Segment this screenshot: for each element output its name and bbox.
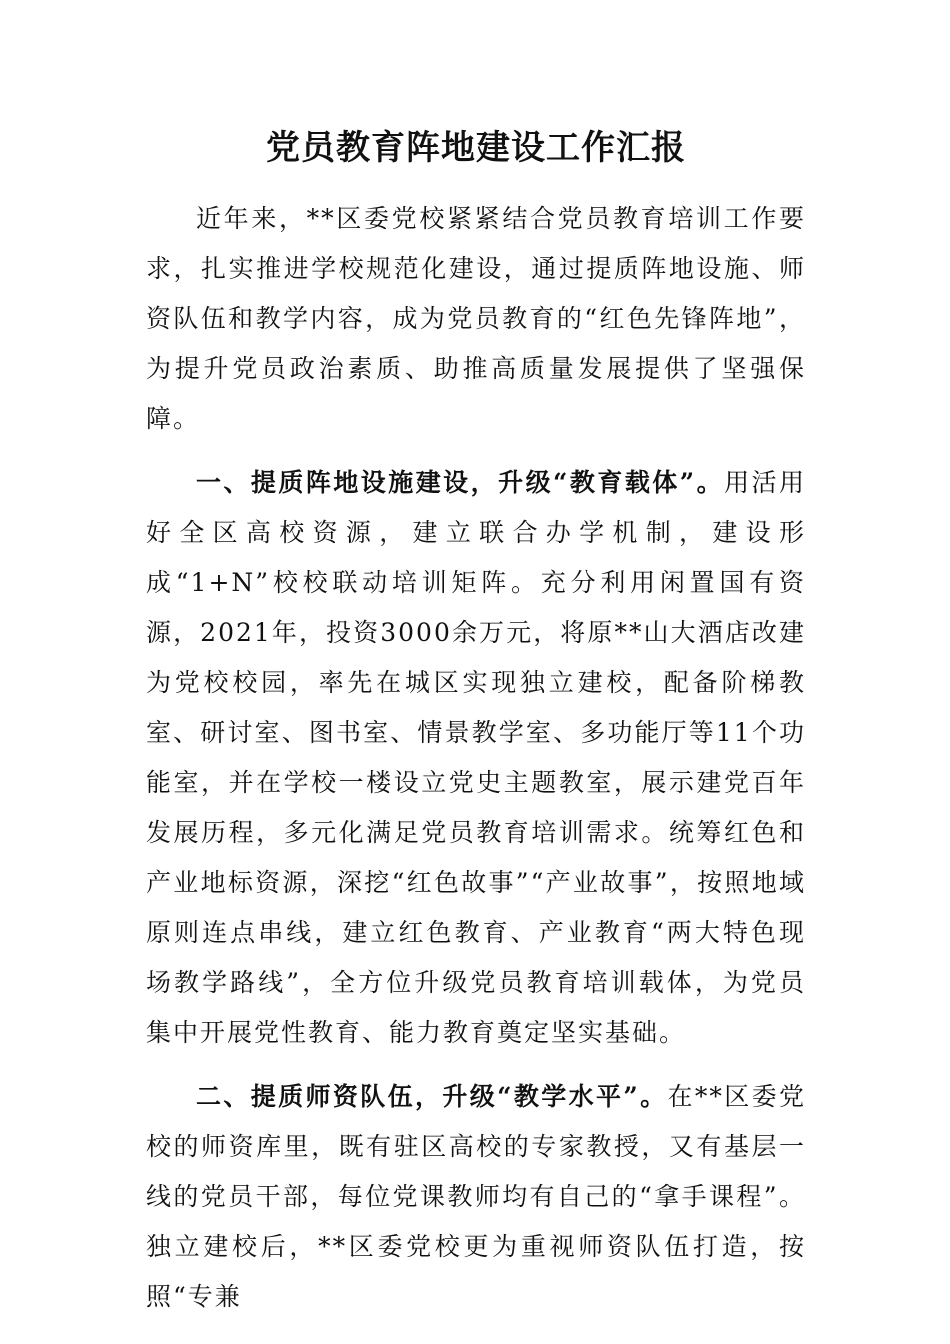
section-2-heading: 二、提质师资队伍，升级“教学水平”。 <box>196 1082 668 1111</box>
section-2-paragraph <box>146 1072 806 1322</box>
document-page <box>146 120 806 1322</box>
section-2-body: 在**区委党校的师资库里，既有驻区高校的专家教授，又有基层一线的党员干部，每位党课教师均有自己的“拿手课程”。独立建校后，**区委党校更为重视师资队伍打造，按照“专兼 <box>146 1082 806 1311</box>
section-1-heading: 一、提质阵地设施建设，升级“教育载体”。 <box>196 468 725 497</box>
section-1-paragraph <box>146 458 806 1058</box>
document-title: 党员教育阵地建设工作汇报 <box>266 128 686 168</box>
section-1-body: 用活用好全区高校资源，建立联合办学机制，建设形成“1+N”校校联动培训矩阵。充分利用闲置国有资源，2021年，投资3000余万元，将原**山大酒店改建为党校校园，率先在城区实现独立建校，配备阶梯教室、研讨室、图书室、情景教学室、多功能厅等11个功能室，并在学校一楼设立党史主题教室，展示建党百年发展历程，多元化满足党员教育培训需求。统筹红色和产业地标资源，深挖“红色故事”“产业故事”，按照地域原则连点串线，建立红色教育、产业教育“两大特色现场教学路线”，全方位升级党员教育培训载体，为党员集中开展党性教育、能力教育奠定坚实基础。 <box>146 468 806 1047</box>
intro-paragraph: 近年来，**区委党校紧紧结合党员教育培训工作要求，扎实推进学校规范化建设，通过提质阵地设施、师资队伍和教学内容，成为党员教育的“红色先锋阵地”，为提升党员政治素质、助推高质量发展提供了坚强保障。 <box>146 204 806 433</box>
